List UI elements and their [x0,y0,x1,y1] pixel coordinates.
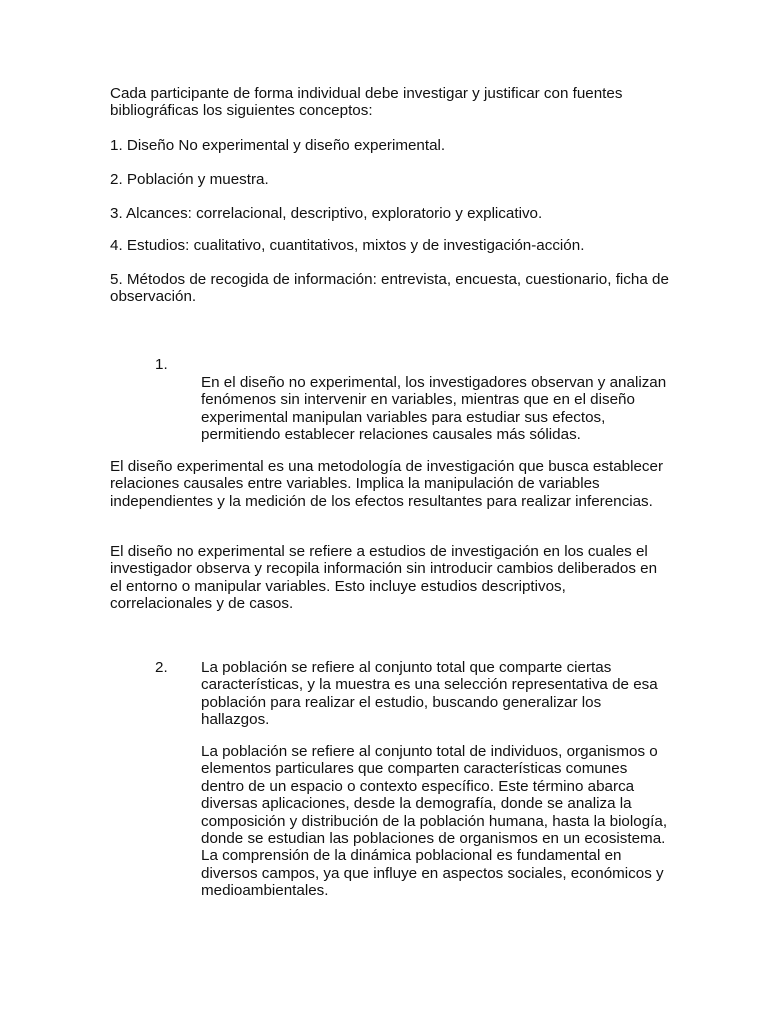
section-1-experimental-paragraph: El diseño experimental es una metodología de investigación que busca establecer relaciones causales entre variables. Implica la manipulación de variables independientes y la medición de los efectos resultantes para realizar inferencias. [110,458,664,510]
topic-item-3: 3. Alcances: correlacional, descriptivo, exploratorio y explicativo. [110,205,543,222]
section-2-poblacion-paragraph: La población se refiere al conjunto total de individuos, organismos o elementos particulares que comparten características comunes dentro de un espacio o contexto específico. Este término abarca diversas aplicaciones, desde la demografía, donde se analiza la composición y distribución de la población humana, hasta la biología, donde se estudian las poblaciones de organismos en un ecosistema. La comprensión de la dinámica poblacional es fundamental en diversos campos, ya que influye en aspectos sociales, económicos y medioambientales. [201,743,668,900]
topic-item-2: 2. Población y muestra. [110,171,269,188]
section-2-summary: La población se refiere al conjunto total que comparte ciertas características, y la muestra es una selección representativa de esa población para realizar el estudio, buscando generalizar los hallazgos. [201,659,658,729]
topic-item-4: 4. Estudios: cualitativo, cuantitativos, mixtos y de investigación-acción. [110,237,585,254]
section-2-number: 2. [155,659,168,676]
topic-item-1: 1. Diseño No experimental y diseño experimental. [110,137,446,154]
intro-paragraph: Cada participante de forma individual debe investigar y justificar con fuentes bibliográficas los siguientes conceptos: [110,85,623,120]
section-1-summary: En el diseño no experimental, los investigadores observan y analizan fenómenos sin intervenir en variables, mientras que en el diseño experimental manipulan variables para estudiar sus efectos, permitiendo establecer relaciones causales más sólidas. [201,374,667,444]
topic-item-5: 5. Métodos de recogida de información: entrevista, encuesta, cuestionario, ficha de observación. [110,271,669,306]
section-1-number: 1. [155,356,168,373]
section-1-no-experimental-paragraph: El diseño no experimental se refiere a estudios de investigación en los cuales el investigador observa y recopila información sin introducir cambios deliberados en el entorno o manipular variables. Esto incluye estudios descriptivos, correlacionales y de casos. [110,543,658,613]
